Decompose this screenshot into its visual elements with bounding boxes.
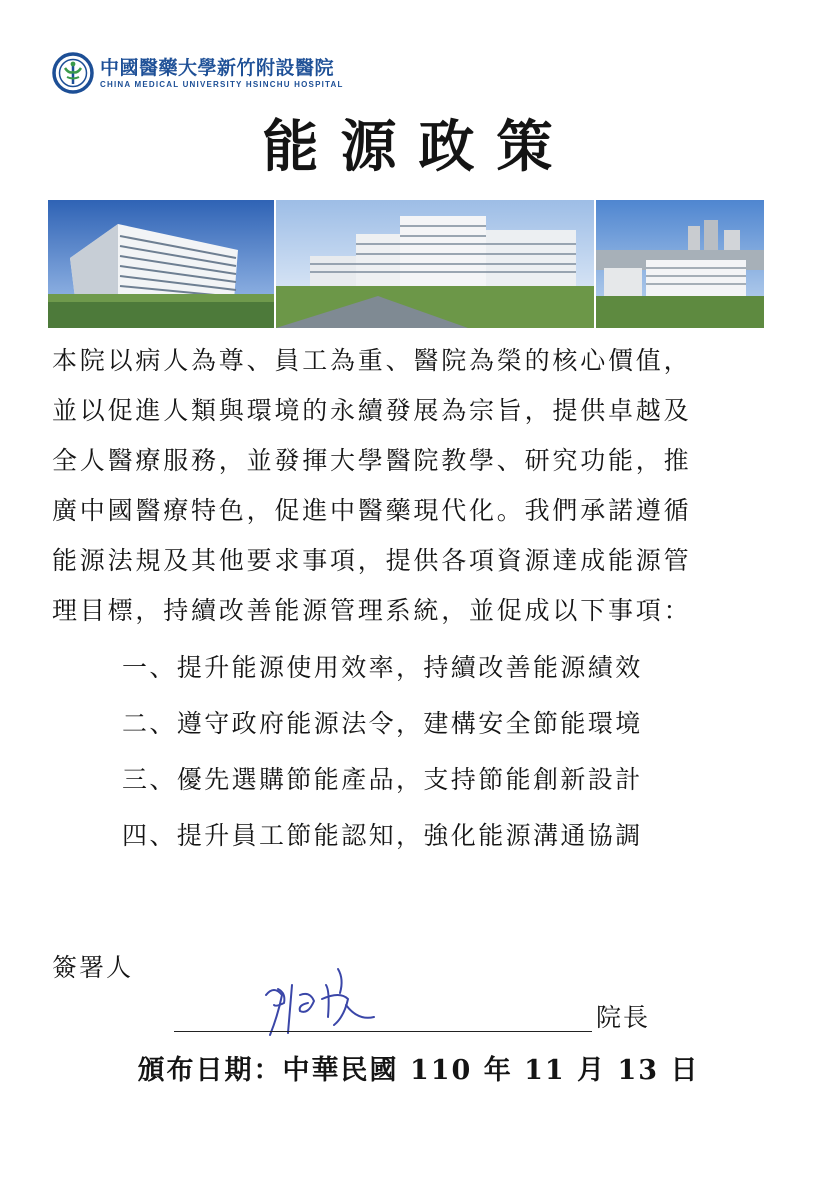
hospital-campus-render xyxy=(276,200,594,328)
policy-line: 並以促進人類與環境的永續發展為宗旨，提供卓越及 xyxy=(52,396,692,425)
signer-role: 院長 xyxy=(596,1003,651,1032)
policy-line: 全人醫療服務，並發揮大學醫院教學、研究功能，推 xyxy=(52,446,692,475)
hospital-name-en: CHINA MEDICAL UNIVERSITY HSINCHU HOSPITAL xyxy=(100,79,344,89)
policy-item: 四、提升員工節能認知，強化能源溝通協調 xyxy=(122,821,643,850)
policy-line: 本院以病人為尊、員工為重、醫院為榮的核心價值， xyxy=(52,346,692,375)
hospital-city-photo xyxy=(596,200,764,328)
signature-line xyxy=(174,1031,592,1032)
policy-line: 廣中國醫療特色，促進中醫藥現代化。我們承諾遵循 xyxy=(52,496,692,525)
hospital-name-zh: 中國醫藥大學新竹附設醫院 xyxy=(100,56,335,79)
hospital-photo-banner xyxy=(48,200,764,328)
hospital-building-render xyxy=(48,200,274,328)
policy-statement xyxy=(52,336,778,636)
promulgation-date: 頒布日期：中華民國 110 年 11 月 13 日 xyxy=(137,1055,700,1086)
policy-item: 一、提升能源使用效率，持續改善能源績效 xyxy=(122,653,643,682)
page-title: 能源政策 xyxy=(262,115,575,180)
policy-item: 三、優先選購節能產品，支持節能創新設計 xyxy=(122,765,643,794)
policy-items-list xyxy=(122,640,782,864)
hospital-header xyxy=(52,52,344,94)
hospital-emblem-icon xyxy=(52,52,94,94)
policy-item: 二、遵守政府能源法令，建構安全節能環境 xyxy=(122,709,643,738)
signer-label: 簽署人 xyxy=(52,953,134,982)
policy-line: 理目標，持續改善能源管理系統，並促成以下事項： xyxy=(52,596,692,625)
policy-line: 能源法規及其他要求事項，提供各項資源達成能源管 xyxy=(52,546,692,575)
